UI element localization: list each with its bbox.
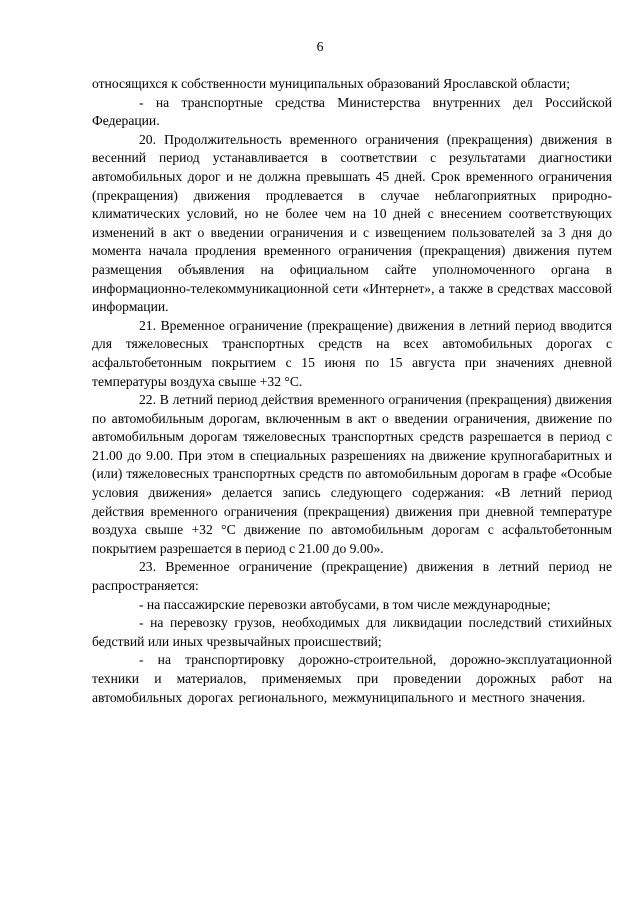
paragraph-list-item-cargo: - на перевозку грузов, необходимых для ликвидации последствий стихийных бедствий или иных чрезвычайных происшествий; [92,615,612,649]
paragraph-20: 20. Продолжительность временного ограничения (прекращения) движения в весенний период устанавливается в соответствии с результатами диагностики автомобильных дорог и не должна превышать 45 дней. Срок временного ограничения (прекращения) движения продлевается в случае неблагоприятных природно-климатических условий, но не более чем на 10 дней с внесением соответствующих изменений в акт о введении ограничения и с извещением пользователей за 3 дня до момента начала продления временного ограничения (прекращения) движения путем размещения объявления на официальном сайте уполномоченного органа в информационно-телекоммуникационной сети «Интернет», а также в средствах массовой информации. [92,131,612,315]
document-body [92,75,612,707]
page-number: 6 [316,39,324,54]
paragraph-23: 23. Временное ограничение (прекращение) движения в летний период не распространяется: [92,559,612,594]
paragraph-list-item-mvd: - на транспортные средства Министерства внутренних дел Российской Федерации. [92,94,612,129]
paragraph-22: 22. В летний период действия временного ограничения (прекращения) движения по автомобильным дорогам, включенным в акт о введении ограничения, движение по автомобильным дорогам тяжеловесных транспортных средств разрешается в период с 21.00 до 9.00. При этом в специальных разрешениях на движение крупногабаритных и (или) тяжеловесных транспортных средств по автомобильным дорогам в графе «Особые условия движения» делается запись следующего содержания: «В летний период действия временного ограничения (прекращения) движения при дневной температуре воздуха свыше +32 °С движение по автомобильным дорогам с асфальтобетонным покрытием разрешается в период с 21.00 до 9.00». [92,392,612,556]
paragraph-list-item-machinery: - на транспортировку дорожно-строительной, дорожно-эксплуатационной техники и материалов, применяемых при проведении дорожных работ на автомобильных дорогах регионального, межмуниципального и местного значения. [92,652,612,705]
paragraph-continuation: относящихся к собственности муниципальных образований Ярославской области; [92,76,570,91]
paragraph-21: 21. Временное ограничение (прекращение) движения в летний период вводится для тяжеловесных транспортных средств на всех автомобильных дорогах с асфальтобетонным покрытием с 15 июня по 15 августа при значениях дневной температуры воздуха свыше +32 °С. [92,317,612,389]
paragraph-list-item-buses: - на пассажирские перевозки автобусами, в том числе международные; [139,596,551,612]
